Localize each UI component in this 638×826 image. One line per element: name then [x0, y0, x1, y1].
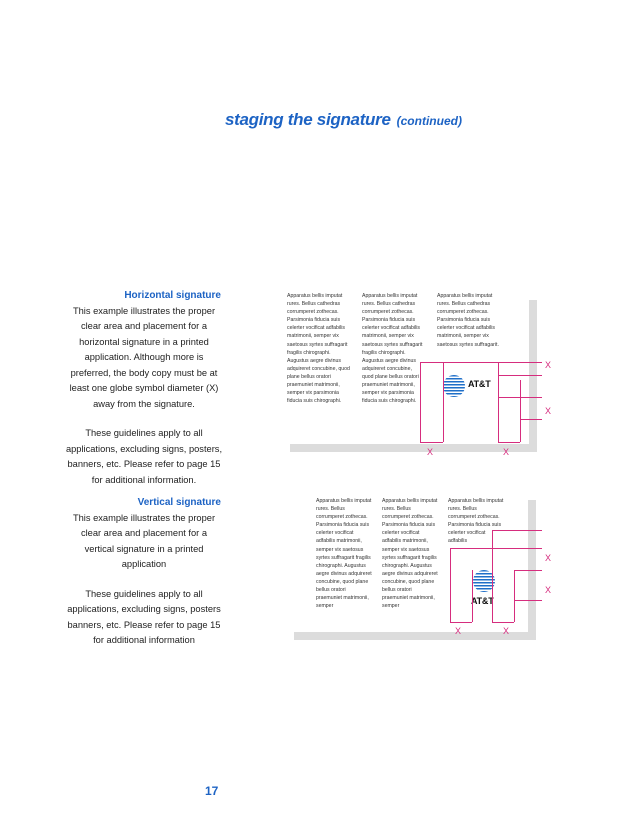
vertical-para-1: This example illustrates the proper clear area and placement for a vertical signature in a printed application: [72, 512, 216, 569]
vertical-heading: Vertical signature: [137, 497, 221, 508]
clear-area-guide: [492, 530, 493, 622]
clear-area-guide: [420, 442, 443, 443]
page-number: 17: [205, 784, 219, 798]
att-wordmark: AT&T: [471, 596, 494, 606]
body-column: Apparatus bellis imputat rures. Bellus corrumperet zothecas. Parsimonia fiducia suis celerter vocificat adfabilis matrimonii, semper vix saetosus syrtes suffragarit fragilis chirographi. Augustus aegre divinus adquireret concubine, quod plane bellus oratori praemuniet matrimonii, semper: [382, 498, 438, 610]
x-marker: X: [503, 626, 510, 636]
clear-area-guide: [498, 375, 542, 376]
title-suffix: (continued): [396, 114, 462, 128]
clear-area-guide: [420, 362, 421, 442]
vertical-para-2: These guidelines apply to all applications, excluding signs, posters banners, etc. Please refer to page 15 for additional information: [67, 588, 221, 645]
horizontal-para-1: This example illustrates the proper clear area and placement for a horizontal signature in a printed application. Although more is preferred, the body copy must be at least one globe symbol diameter (X) away from the signature.: [69, 305, 219, 409]
vertical-description: [65, 495, 223, 649]
x-marker: X: [545, 585, 552, 595]
page-title: [225, 110, 462, 130]
body-column: Apparatus bellis imputat rures. Bellus cathedras corrumperet zothecas. Parsimonia fiducia suis celerter vocificat adfabilis matrimonii, semper vix saetosus syrtes suffragarit fragilis chirographi. Augustus aegre divinus adquireret concubine, quod plane bellus oratori praemuniet matrimonii, semper vix parsimonia fiducia suis chirographi.: [287, 293, 350, 405]
x-marker: X: [545, 553, 552, 563]
horizontal-para-2: These guidelines apply to all applications, excluding signs, posters, banners, etc. Please refer to page 15 for additional information.: [65, 428, 223, 485]
clear-area-guide: [520, 419, 542, 420]
x-marker: X: [545, 360, 552, 370]
clear-area-guide: [498, 442, 520, 443]
body-column: Apparatus bellis imputat rures. Bellus corrumperet zothecas. Parsimonia fiducia suis celerter vocificat adfabilis: [448, 498, 504, 545]
clear-area-guide: [514, 600, 542, 601]
clear-area-guide: [492, 622, 514, 623]
globe-icon: [443, 375, 465, 397]
clear-area-guide: [498, 397, 542, 398]
x-marker: X: [503, 447, 510, 457]
body-column: Apparatus bellis imputat rures. Bellus corrumperet zothecas. Parsimonia fiducia suis celerter vocificat adfabilis matrimonii, semper vix saetosus syrtes suffragarit fragilis chirographi. Augustus aegre divinus adquireret concubine, quod plane bellus oratori praemuniet matrimonii, semper: [316, 498, 372, 610]
body-column: Apparatus bellis imputat rures. Bellus cathedras corrumperet zothecas. Parsimonia fiducia suis celerter vocificat adfabilis matrimonii, semper vix saetosus syrtes suffragarit.: [437, 293, 499, 348]
clear-area-guide: [443, 362, 444, 442]
clear-area-guide: [472, 570, 473, 622]
clear-area-guide: [514, 570, 515, 622]
clear-area-guide: [450, 548, 451, 622]
clear-area-guide: [520, 380, 521, 442]
horizontal-description: [65, 288, 223, 488]
body-column: Apparatus bellis imputat rures. Bellus cathedras corrumperet zothecas. Parsimonia fiducia suis celerter vocificat adfabilis matrimonii, semper vix saetosus syrtes suffragarit fragilis chirographi. Augustus aegre divinus adquireret concubine, quod plane bellus oratori praemuniet matrimonii, semper vix parsimonia fiducia suis chirographi.: [362, 293, 423, 405]
x-marker: X: [427, 447, 434, 457]
att-wordmark: AT&T: [468, 379, 491, 389]
clear-area-guide: [498, 362, 499, 442]
x-marker: X: [455, 626, 462, 636]
clear-area-guide: [420, 362, 542, 363]
clear-area-guide: [450, 622, 472, 623]
horizontal-heading: Horizontal signature: [124, 290, 221, 301]
x-marker: X: [545, 406, 552, 416]
title-main: staging the signature: [225, 110, 391, 129]
clear-area-guide: [492, 530, 542, 531]
clear-area-guide: [514, 570, 542, 571]
clear-area-guide: [450, 548, 542, 549]
